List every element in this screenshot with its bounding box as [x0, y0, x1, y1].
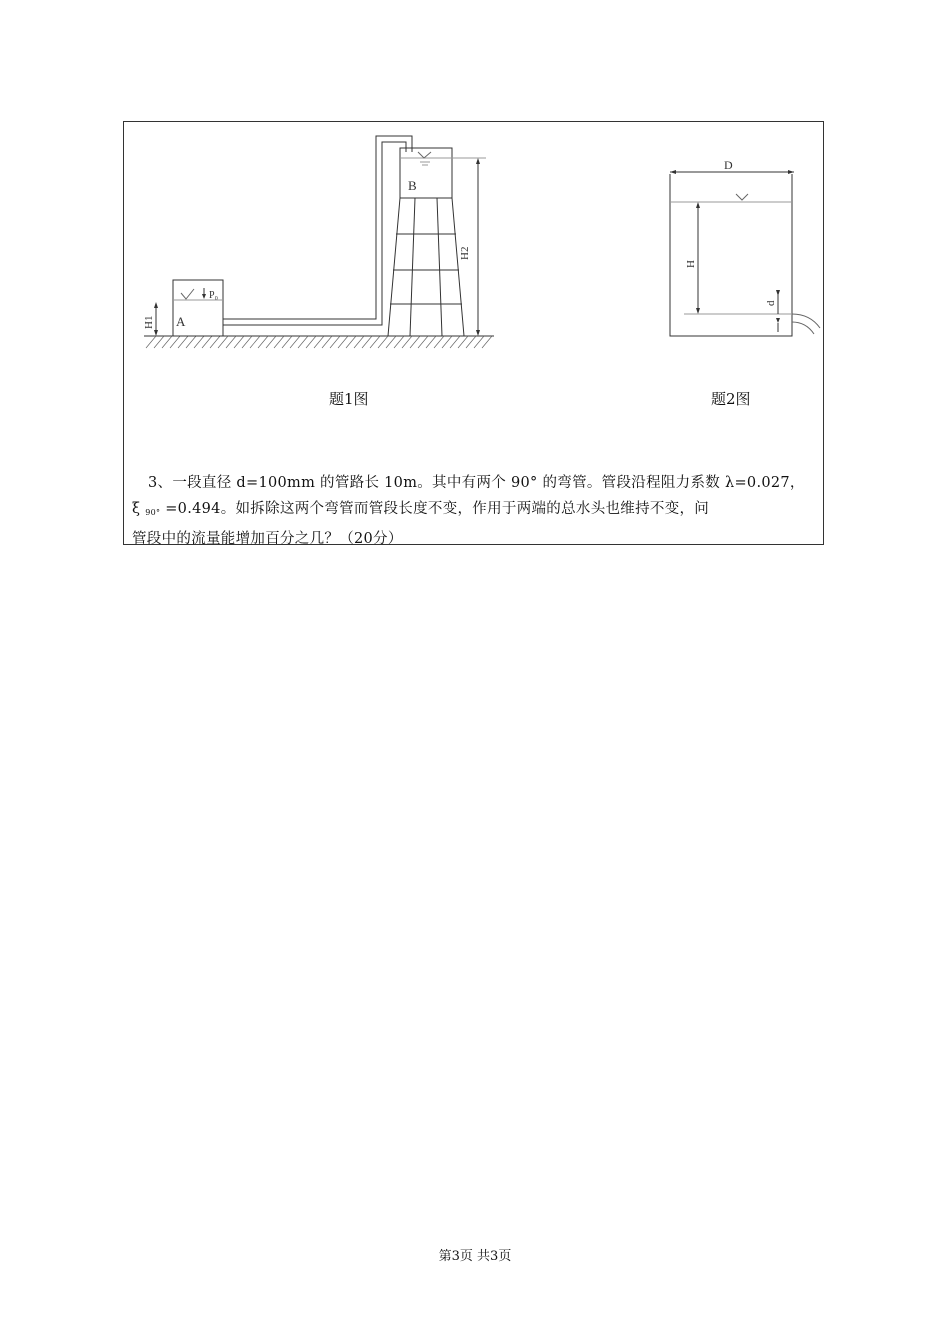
xi-subscript: 90°	[145, 508, 161, 517]
label-a: A	[176, 314, 186, 329]
figure-1	[144, 136, 494, 348]
problem-line-2	[132, 496, 816, 526]
label-p0: P₀	[209, 290, 219, 301]
label-h: H	[685, 260, 697, 268]
ground-hatch	[146, 336, 492, 348]
label-d-lower: d	[765, 300, 777, 306]
figures-svg	[124, 122, 824, 382]
xi-symbol: ξ	[132, 501, 141, 517]
tank-b-level-mark	[418, 152, 431, 158]
problem-3	[132, 470, 816, 552]
figure-2-caption: 题2图	[711, 390, 751, 408]
problem-line-2-text: =0.494。如拆除这两个弯管而管段长度不变，作用于两端的总水头也维持不变，问	[165, 501, 710, 517]
label-d-upper: D	[724, 158, 733, 172]
label-h1: H1	[143, 315, 155, 329]
pipe-inner	[223, 142, 406, 325]
label-h2: H2	[459, 246, 471, 260]
problem-line-1: 3、一段直径 d=100mm 的管路长 10m。其中有两个 90° 的弯管。管段沿程阻力系数 λ=0.027，	[148, 475, 805, 491]
problem-line-3: 管段中的流量能增加百分之几？（20分）	[132, 531, 403, 547]
tank-a-level-mark	[181, 289, 194, 299]
figure-1-caption: 题1图	[329, 390, 369, 408]
pipe-outer	[223, 136, 412, 319]
label-b: B	[408, 178, 417, 193]
water-tower	[388, 198, 464, 336]
figure-2	[670, 170, 820, 336]
page-footer: 第3页 共3页	[438, 1249, 512, 1264]
tank-2-level-mark	[736, 194, 748, 200]
tank-2	[670, 174, 792, 336]
question-frame	[123, 121, 824, 545]
